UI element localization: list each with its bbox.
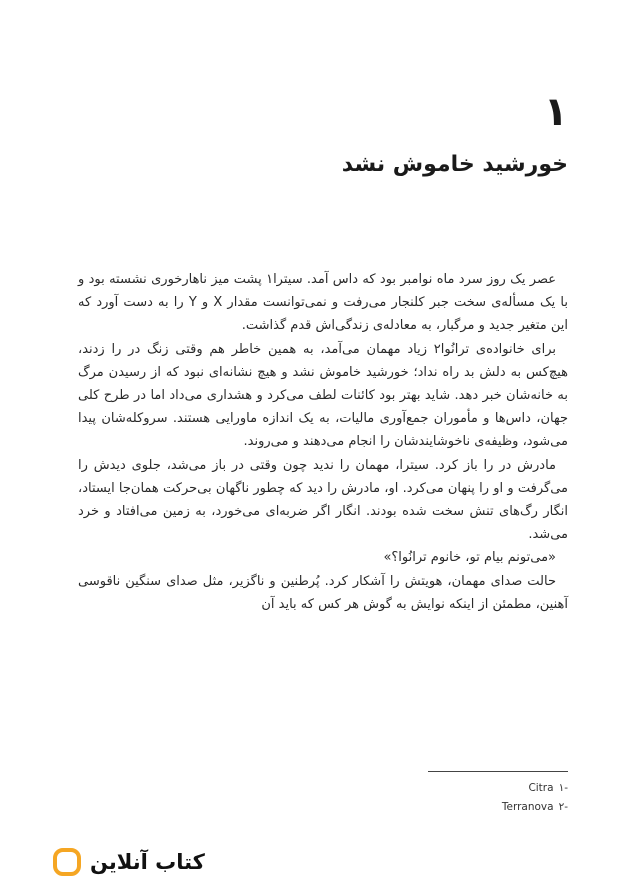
footnote-divider — [428, 771, 568, 772]
footnotes — [502, 779, 568, 817]
paragraph: مادرش در را باز کرد. سیترا، مهمان را ندید چون وقتی در باز می‌شد، جلوی دیدش را می‌گرفت و او را پنهان می‌کرد. او، مادرش را دید که چطور ناگهان بی‌حرکت همان‌جا ایستاد، انگار رگ‌های تنش سخت شده بودند. انگار اگر ضربه‌ای می‌خورد، به زمین می‌افتاد و خرد می‌شد. — [78, 457, 568, 543]
dialogue-line: «می‌تونم بیام تو، خانوم ترانُوا؟» — [383, 550, 556, 566]
brand-name: کتاب آنلاین — [90, 850, 205, 874]
footnote-text: Terranova — [501, 801, 554, 813]
ketab-online-logo-icon — [52, 847, 82, 877]
footnote-text: Citra — [528, 782, 554, 794]
footnote-item — [502, 779, 568, 798]
chapter-title: خورشید خاموش نشد — [341, 152, 568, 177]
paragraph: عصر یک روز سرد ماه نوامبر بود که داس آمد. سیترا۱ پشت میز ناهارخوری نشسته بود و با یک مسأله‌ی سخت جبر کلنجار می‌رفت و نمی‌توانست مقدار X و Y را به دست آورد که این متغیر جدید و مرگبار، به معادله‌ی زندگی‌اش قدم گذاشت. — [78, 272, 569, 334]
footnote-marker: -۱ — [558, 782, 568, 794]
paragraph: برای خانواده‌ی ترانُوا۲ زیاد مهمان می‌آمد، به همین خاطر هم وقتی زنگ در را زدند، هیچ‌کس به دلش بد راه نداد؛ خورشید خاموش نشد و هیچ نشانه‌ای نبود که از رسیدن مرگ به خانه‌شان خبر دهد. شاید بهتر بود کائنات لطف می‌کرد و هشداری می‌داد اما در طرح کلی جهان، داس‌ها و مأموران جمع‌آوری مالیات، به یک اندازه ماورایی هستند. سروکله‌شان پیدا می‌شود، وظیفه‌ی ناخوشایندشان را انجام می‌دهند و می‌روند. — [78, 341, 568, 450]
footnote-marker: -۲ — [558, 801, 568, 813]
footnote-item — [502, 798, 568, 817]
brand-logo — [52, 844, 205, 880]
chapter-number: ۱ — [543, 89, 568, 135]
chapter-body — [78, 268, 568, 616]
paragraph: حالت صدای مهمان، هویتش را آشکار کرد. پُرطنین و ناگزیر، مثل صدای سنگین ناقوسی آهنین، مطمئن از اینکه نوایش به گوش هر کس که باید آن — [78, 573, 568, 612]
